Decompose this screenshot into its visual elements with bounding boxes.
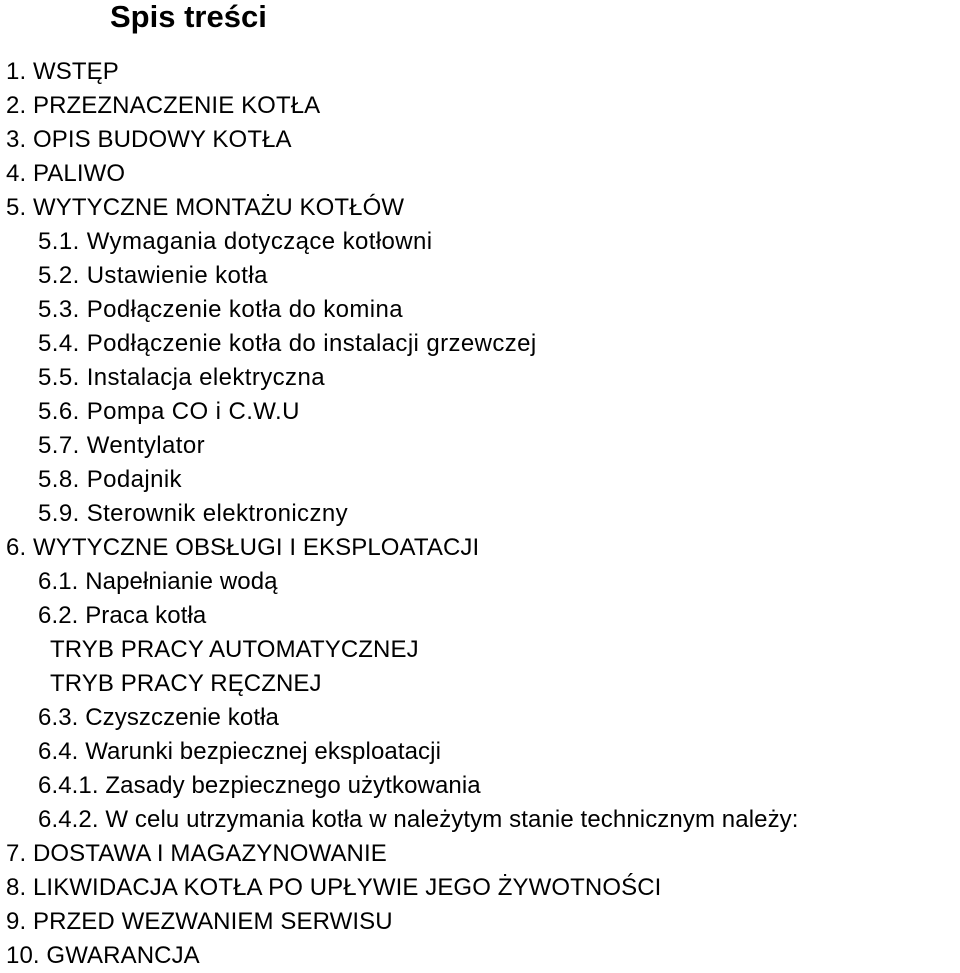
toc-entry: 3. OPIS BUDOWY KOTŁA — [6, 126, 292, 153]
toc-entry: 6.4.2. W celu utrzymania kotła w należytym stanie technicznym należy: — [38, 806, 799, 833]
toc-entry: 7. DOSTAWA I MAGAZYNOWANIE — [6, 840, 387, 867]
table-of-contents — [6, 55, 799, 973]
page-title: Spis treści — [110, 0, 267, 34]
toc-entry: 6.2. Praca kotła — [38, 602, 207, 629]
toc-entry: 5.3. Podłączenie kotła do komina — [38, 296, 404, 323]
toc-entry: 5.9. Sterownik elektroniczny — [38, 500, 349, 527]
toc-entry: 8. LIKWIDACJA KOTŁA PO UPŁYWIE JEGO ŻYWOTNOŚCI — [6, 874, 662, 901]
toc-entry: 6.3. Czyszczenie kotła — [38, 704, 279, 731]
toc-entry: 5.7. Wentylator — [38, 432, 205, 459]
toc-entry: 6. WYTYCZNE OBSŁUGI I EKSPLOATACJI — [6, 534, 480, 561]
toc-entry: 6.4.1. Zasady bezpiecznego użytkowania — [38, 772, 481, 799]
toc-entry: 6.4. Warunki bezpiecznej eksploatacji — [38, 738, 442, 765]
toc-entry: 6.1. Napełnianie wodą — [38, 568, 278, 595]
toc-entry: 5.2. Ustawienie kotła — [38, 262, 268, 289]
toc-entry: 5.6. Pompa CO i C.W.U — [38, 398, 300, 425]
toc-entry: 1. WSTĘP — [6, 58, 119, 85]
toc-entry: 5.4. Podłączenie kotła do instalacji grzewczej — [38, 330, 537, 357]
toc-entry: TRYB PRACY AUTOMATYCZNEJ — [50, 636, 419, 663]
toc-entry: 5.1. Wymagania dotyczące kotłowni — [38, 228, 433, 255]
toc-entry: 5. WYTYCZNE MONTAŻU KOTŁÓW — [6, 194, 405, 221]
toc-entry: 5.5. Instalacja elektryczna — [38, 364, 325, 391]
toc-entry: 5.8. Podajnik — [38, 466, 182, 493]
toc-entry: 10. GWARANCJA — [6, 942, 200, 969]
toc-entry: TRYB PRACY RĘCZNEJ — [50, 670, 322, 697]
toc-entry: 2. PRZEZNACZENIE KOTŁA — [6, 92, 321, 119]
toc-entry: 9. PRZED WEZWANIEM SERWISU — [6, 908, 393, 935]
toc-entry: 4. PALIWO — [6, 160, 126, 187]
